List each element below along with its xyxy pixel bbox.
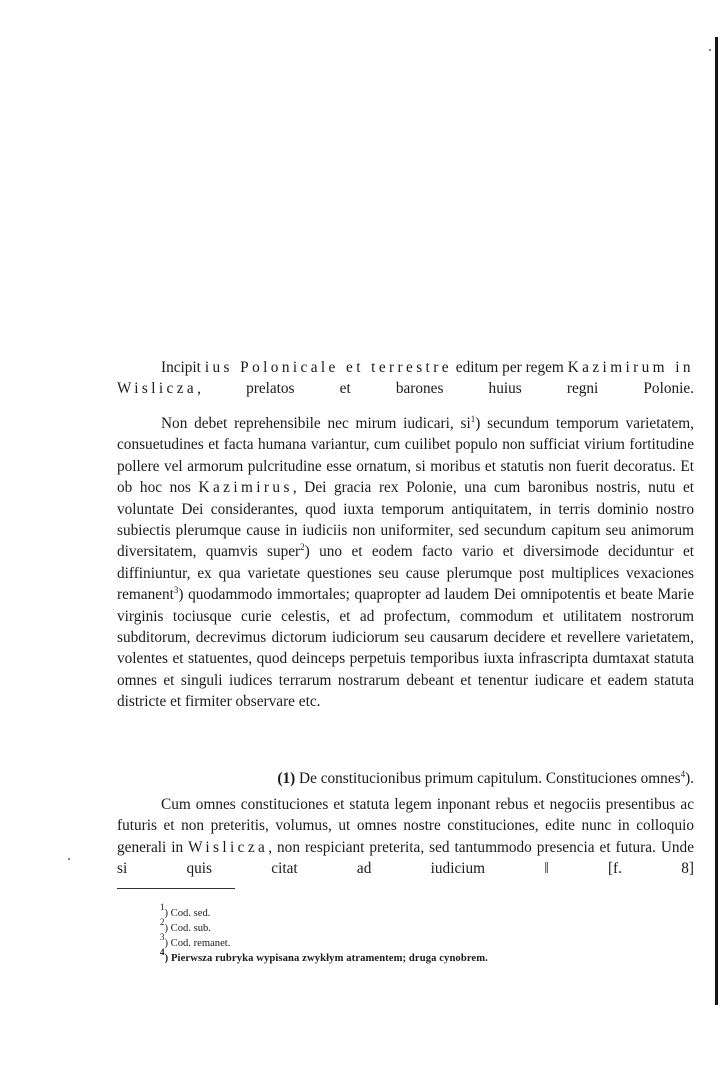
chapter-heading <box>117 768 694 789</box>
footnote-mark: 1 <box>160 902 165 912</box>
folio-reference: [f. 8] <box>548 860 694 878</box>
preamble-text: ) quodammodo immortales; quapropter ad laudem Dei omnipotentis et beate Marie virginis tociusque curie celestis, et ad profectum, commodum et utilitatem nostrorum subditorum, decrevimus dictorum iudiciorum seu causarum decidere et revellere varietatem, volentes et statuentes, quod deinceps perpetuis temporibus iuxta infrascripta dumtaxat statuta omnes et singuli iudices terrarum nostrarum debeant et tenentur iudicare et eadem statuta districte et firmiter observare etc. <box>117 586 694 711</box>
footnote-text: ) Cod. remanet. <box>164 938 231 949</box>
title-spaced-text: ius Polonicale et terrestre <box>204 359 452 376</box>
footnote-ref[interactable]: 4 <box>680 769 686 779</box>
preamble-text: ) secundum temporum varietatem, consuetudines et facta humana variantur, cum cuilibet populo non sufficiat virium fortitudine pollere vel armorum pulcritudine esse ornatum, si moribus et statutis non fuerit decoratus. Et ob hoc nos <box>117 415 695 497</box>
footnote-text: ) Pierwsza rubryka wypisana zwykłym atramentem; druga cynobrem. <box>164 953 488 964</box>
title-text: editum per regem <box>451 359 568 376</box>
footnote-ref[interactable]: 2 <box>300 542 305 553</box>
footnote-mark: 2 <box>160 917 165 927</box>
footnote-item <box>160 917 660 936</box>
chapter-title: De constitucionibus primum capitulum. Constituciones omnes <box>295 770 681 787</box>
preamble-text: , Dei gracia rex Polonie, una cum baronibus nostris, nutu et voluntate Dei considerantes, quod iuxta temporum antiquitatem, in terris dominio nostro subiectis plerumque cause in iudiciis non uniformiter, sed secundum capitum seu animorum diversitatem, quamvis super <box>117 479 694 561</box>
footnote-separator <box>117 888 235 889</box>
footnote-mark: 4 <box>160 947 165 957</box>
paragraph-text: , non respiciant preterita, sed tantummodo presencia et futura. Unde si quis citat ad iudicium <box>117 838 694 878</box>
scan-speck <box>68 858 70 860</box>
preamble-text: ) uno et eodem facto vario et diversimode deciduntur et diffiniuntur, ex qua varietate questiones seu cause plerumque post multiplices vexaciones remanent <box>117 543 694 604</box>
document-title <box>117 357 694 400</box>
scan-speck <box>709 49 711 51</box>
place-name: Wislicza <box>188 838 269 856</box>
footnotes <box>160 902 660 966</box>
footnote-mark: 3 <box>160 932 165 942</box>
title-text: , prelatos et barones huius regni Polonie. <box>197 380 694 398</box>
chapter-paragraph <box>117 794 694 880</box>
footnote-text: ) Cod. sed. <box>164 908 211 919</box>
footnote-item <box>160 947 660 966</box>
folio-break-mark: ‖ <box>544 860 549 878</box>
footnote-text: ) Cod. sub. <box>164 923 211 934</box>
chapter-title-end: ). <box>685 770 694 787</box>
title-text: Incipit <box>161 359 205 376</box>
footnote-item <box>160 932 660 951</box>
footnote-ref[interactable]: 1 <box>470 414 476 424</box>
king-name: Kazimirus <box>198 479 293 497</box>
footnote-ref[interactable]: 3 <box>173 585 179 596</box>
preamble-paragraph <box>117 413 694 713</box>
chapter-number: (1) <box>277 770 296 787</box>
footnote-item <box>160 902 660 921</box>
page-edge-scan-border <box>715 37 718 1005</box>
preamble-text: Non debet reprehensibile nec mirum iudicari, si <box>161 415 471 432</box>
paragraph-text: Cum omnes constituciones et statuta legem inponant rebus et negociis presentibus ac futuris et non preteritis, volumus, ut omnes nostre constituciones, edite nunc in colloquio generali in <box>117 796 694 856</box>
title-spaced-name: Kazimirum in Wislicza <box>117 359 694 398</box>
